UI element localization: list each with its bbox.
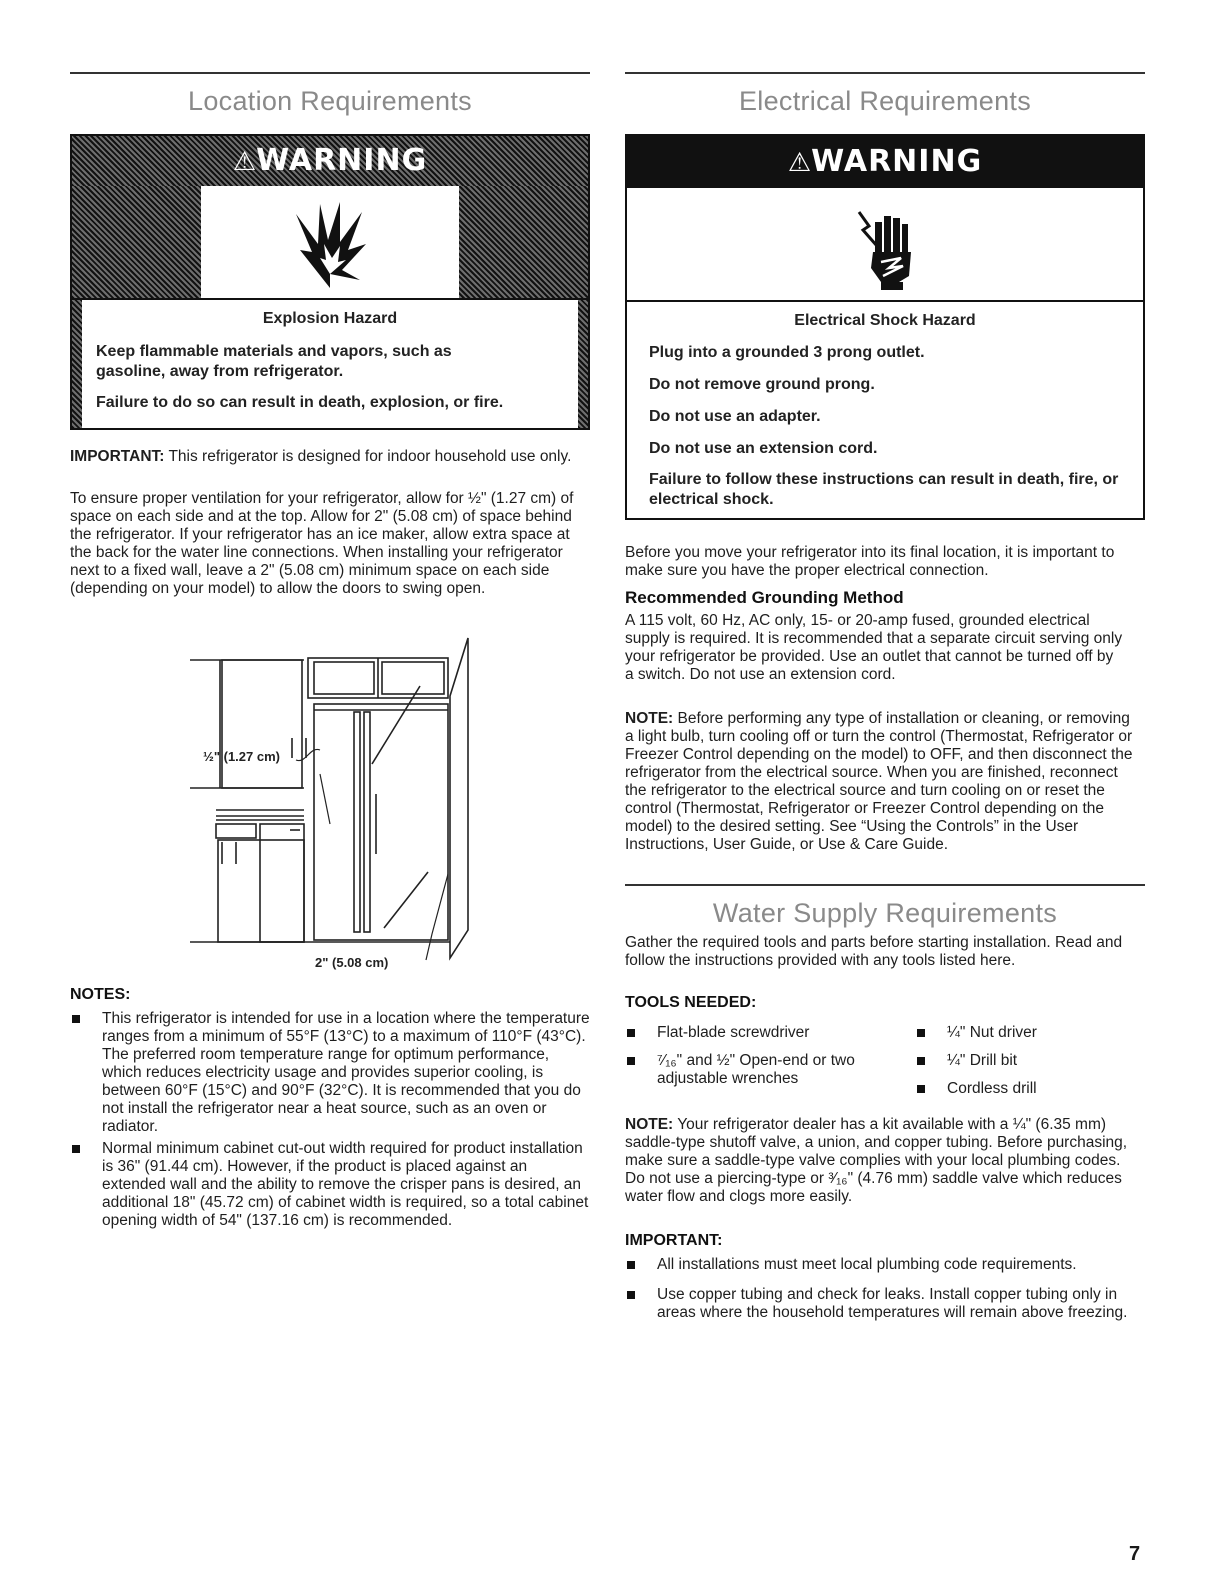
bullet-icon: [72, 1145, 80, 1153]
bullet-icon: [627, 1261, 635, 1269]
warning-line: Do not use an extension cord.: [649, 440, 878, 457]
warning-line: Failure to follow these instructions can result in death, fire, or electrical shock.: [649, 471, 1119, 508]
warning-header: [627, 136, 1143, 188]
electrical-intro: Before you move your refrigerator into its final location, it is important to make sure you have the proper electrical connection.: [625, 544, 1115, 579]
note-item: Normal minimum cabinet cut-out width required for product installation is 36" (91.44 cm). However, if the product is placed against an extended wall and the ability to remove the crisper pans is desired, an additional 18" (45.72 cm) of cabinet width is required, so a total cabinet opening width of 54" (137.16 cm) is recommended.: [70, 1140, 590, 1230]
important-item: All installations must meet local plumbing code requirements.: [625, 1256, 1157, 1274]
bullet-icon: [72, 1015, 80, 1023]
tool-item: Cordless drill: [915, 1080, 1167, 1098]
shock-warning-box: [625, 134, 1145, 520]
back-clearance-label: 2" (5.08 cm): [315, 955, 389, 970]
note-label: NOTE:: [625, 1116, 674, 1133]
section-rule: [625, 884, 1145, 886]
electrical-title: Electrical Requirements: [738, 86, 1031, 116]
warning-triangle-icon: ⚠: [787, 147, 812, 177]
tool-item: Flat-blade screwdriver: [625, 1024, 897, 1042]
top-rule: [70, 72, 590, 74]
note-item: This refrigerator is intended for use in a location where the temperature ranges from a minimum of 55°F (13°C) to a maximum of 110°F (43°C). The preferred room temperature range for optimum performance, which reduces electricity usage and provides superior cooling, is between 60°F (15°C) and 90°F (32°C). It is recommended that you do not install the refrigerator near a heat source, such as an oven or radiator.: [70, 1010, 590, 1136]
note-text: Your refrigerator dealer has a kit available with a ¼" (6.35 mm) saddle-type shutoff valve, a union, and copper tubing. Before purchasing, make sure a saddle-type valve complies with your local plumbing codes. Do not use a piercing-type or ³⁄₁₆" (4.76 mm) saddle valve which reduces water flow and clogs more easily.: [625, 1116, 1128, 1205]
warning-line: Do not remove ground prong.: [649, 376, 875, 393]
electric-shock-icon: [855, 202, 915, 292]
warning-line: Failure to do so can result in death, explosion, or fire.: [96, 394, 504, 411]
electrical-note: [625, 710, 1140, 854]
bullet-icon: [917, 1029, 925, 1037]
location-title: Location Requirements: [188, 86, 472, 116]
warning-word: WARNING: [811, 144, 983, 179]
warning-text-area: [72, 300, 588, 428]
ventilation-paragraph: To ensure proper ventilation for your refrigerator, allow for ½" (1.27 cm) of space on each side and at the top. Allow for 2" (5.08 cm) of space behind the refrigerator. If your refrigerator has an ice maker, allow extra space at the back for the water line connections. When installing your refrigerator next to a fixed wall, leave a 2" (5.08 cm) minimum space on each side (depending on your model) to allow the doors to swing open.: [70, 490, 574, 597]
side-clearance-label: ½" (1.27 cm): [203, 749, 280, 764]
important-text: This refrigerator is designed for indoor household use only.: [164, 448, 572, 465]
explosion-warning-box: [70, 134, 590, 430]
bullet-icon: [917, 1085, 925, 1093]
water-title: Water Supply Requirements: [712, 898, 1058, 928]
tools-heading: TOOLS NEEDED:: [625, 994, 757, 1011]
water-important-heading: IMPORTANT:: [625, 1232, 723, 1249]
bullet-icon: [627, 1029, 635, 1037]
hazard-title: Explosion Hazard: [262, 310, 398, 327]
bullet-icon: [627, 1291, 635, 1299]
page-number: 7: [1129, 1543, 1141, 1565]
explosion-icon: [290, 200, 370, 290]
water-intro: Gather the required tools and parts before starting installation. Read and follow the instructions provided with any tools listed here.: [625, 934, 1123, 969]
warning-header: [72, 136, 588, 186]
warning-text-area: [627, 302, 1143, 516]
bullet-icon: [627, 1057, 635, 1065]
tool-item: ¼" Drill bit: [915, 1052, 1167, 1070]
warning-word: WARNING: [256, 143, 428, 178]
notes-heading: NOTES:: [70, 986, 131, 1003]
important-label: IMPORTANT:: [70, 448, 165, 465]
tool-item: ⁷⁄₁₆" and ½" Open-end or two adjustable wrenches: [625, 1052, 897, 1088]
grounding-method-heading: Recommended Grounding Method: [625, 588, 904, 607]
clearance-diagram: [180, 634, 480, 974]
warning-line: Do not use an adapter.: [649, 408, 821, 425]
grounding-method-text: A 115 volt, 60 Hz, AC only, 15- or 20-amp fused, grounded electrical supply is required. It is recommended that a separate circuit serving only your refrigerator be provided. Use an outlet that cannot be turned off by a switch. Do not use an extension cord.: [625, 612, 1123, 683]
warning-triangle-icon: ⚠: [232, 146, 257, 176]
warning-line: Plug into a grounded 3 prong outlet.: [649, 344, 925, 361]
top-rule: [625, 72, 1145, 74]
important-item: Use copper tubing and check for leaks. Install copper tubing only in areas where the household temperatures will remain above freezing.: [625, 1286, 1141, 1322]
hazard-title: Electrical Shock Hazard: [794, 312, 976, 329]
note-text: Before performing any type of installation or cleaning, or removing a light bulb, turn cooling off or turn the control (Thermostat, Refrigerator or Freezer Control depending on the model) to OFF, and then disconnect the refrigerator from the electrical source. When you are finished, reconnect the refrigerator to the electrical source and turn cooling on or reset the control (Thermostat, Refrigerator or Freezer Control depending on the model) to the desired setting. See “Using the Controls” in the User Instructions, User Guide, or Use & Care Guide.: [625, 710, 1133, 853]
explosion-icon-area: [72, 186, 588, 300]
important-paragraph: [70, 448, 585, 466]
warning-line: gasoline, away from refrigerator.: [96, 363, 344, 380]
tool-item: ¼" Nut driver: [915, 1024, 1167, 1042]
water-note: [625, 1116, 1137, 1206]
warning-line: Keep flammable materials and vapors, such as: [96, 343, 452, 360]
note-label: NOTE:: [625, 710, 674, 727]
bullet-icon: [917, 1057, 925, 1065]
shock-icon-area: [627, 188, 1143, 302]
